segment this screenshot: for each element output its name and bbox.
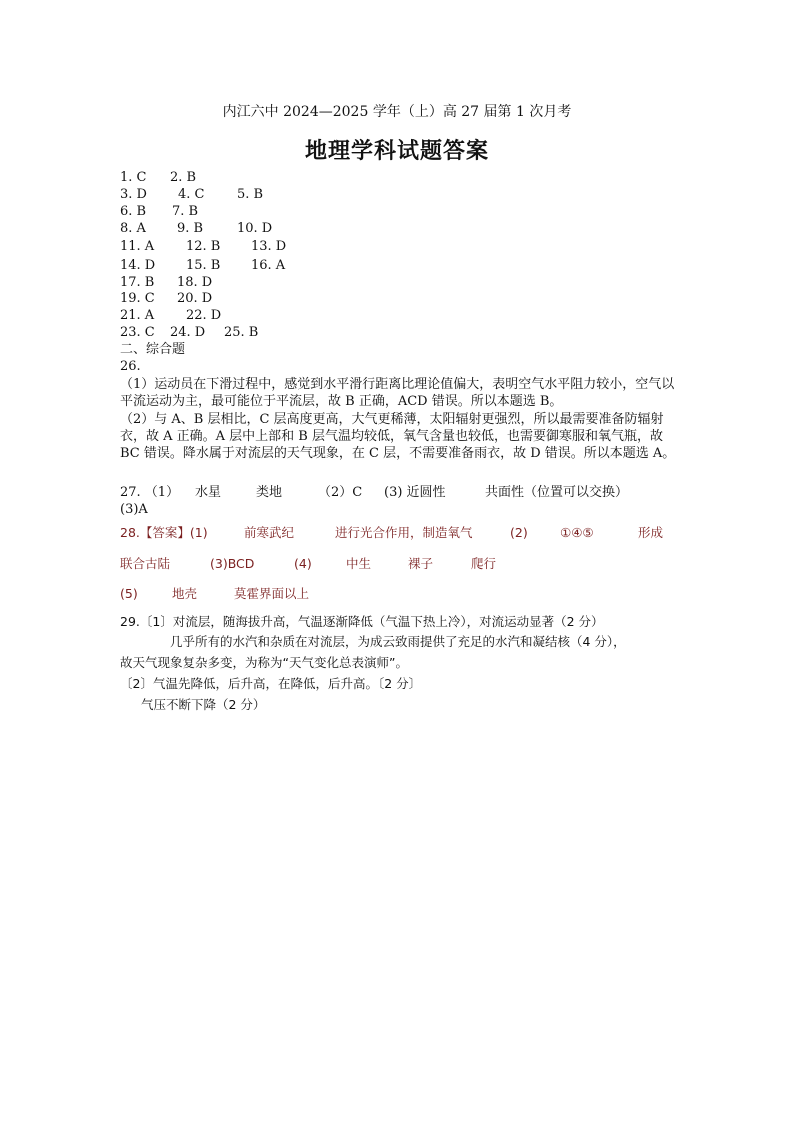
section-heading: 二、综合题 [120, 342, 186, 357]
choice-answer: 13. D [251, 239, 287, 254]
choice-answer: 21. A [120, 308, 155, 323]
choice-answer: 2. B [170, 170, 197, 185]
q28-part: (3)BCD [210, 556, 255, 571]
choice-answer: 25. B [224, 325, 259, 340]
q28-part: ①④⑤ [560, 525, 594, 540]
q27-answer-line2: (3)A [120, 502, 148, 517]
choice-answer: 7. B [172, 204, 199, 219]
q28-part: 裸子 [408, 556, 434, 571]
q28-part: 28.【答案】(1) [120, 525, 208, 540]
choice-answer: 8. A [120, 221, 146, 236]
choice-answer: 12. B [186, 239, 221, 254]
q28-part: 莫霍界面以上 [234, 586, 310, 601]
page-title: 地理学科试题答案 [304, 138, 489, 164]
q28-part: 前寒武纪 [244, 525, 295, 540]
choice-answer: 14. D [120, 258, 156, 273]
choice-answer: 18. D [177, 275, 213, 290]
q28-part: (5) [120, 586, 138, 601]
q26-answer-part2: （2）与 A、B 层相比，C 层高度更高，大气更稀薄，太阳辐射更强烈，所以最需要准备防辐射衣，故 A 正确。A 层中上部和 B 层气温均较低，氧气含量也较低，也需要御寒服和氧气瓶，故 BC 错误。降水属于对流层的天气现象，在 C 层，不需要准备雨衣，故 D 错误。所以本题选 A。 [120, 412, 676, 461]
q28-part: (4) [294, 556, 312, 571]
q29-line4: 〔2〕气温先降低，后升高，在降低，后升高。〔2 分〕 [120, 676, 422, 691]
q27-part: 类地 [256, 485, 283, 500]
choice-answer: 11. A [120, 239, 155, 254]
q27-part: 27. （1） [120, 485, 180, 500]
choice-answer: 6. B [120, 204, 147, 219]
q29-line2: 几乎所有的水汽和杂质在对流层，为成云致雨提供了充足的水汽和凝结核（4 分）， [170, 634, 626, 649]
choice-answer: 3. D [120, 187, 147, 202]
q29-line3: 故天气现象复杂多变，为称为“天气变化总表演师”。 [120, 655, 408, 670]
choice-answer: 16. A [251, 258, 286, 273]
q27-part: (3) 近圆性 [384, 485, 446, 500]
choice-answer: 19. C [120, 291, 155, 306]
q28-part: 进行光合作用，制造氧气 [335, 525, 473, 540]
q28-part: 形成 [638, 525, 664, 540]
q27-part: 水星 [195, 485, 222, 500]
question-number: 26. [120, 359, 141, 374]
q29-line1: 29.〔1〕对流层，随海拔升高，气温逐渐降低（气温下热上冷），对流运动显著（2 分） [120, 614, 604, 629]
q28-part: 联合古陆 [120, 556, 171, 571]
q29-line5: 气压不断下降（2 分） [141, 697, 266, 712]
choice-answer: 10. D [237, 221, 273, 236]
choice-answer: 22. D [186, 308, 222, 323]
q28-part: 地壳 [172, 586, 198, 601]
q27-part: 共面性（位置可以交换） [485, 485, 629, 500]
q28-part: (2) [510, 525, 528, 540]
q26-answer-part1: （1）运动员在下滑过程中，感觉到水平滑行距离比理论值偏大，表明空气水平阻力较小，空气以平流运动为主，最可能位于平流层，故 B 正确，ACD 错误。所以本题选 B。 [120, 377, 675, 409]
exam-subtitle: 内江六中 2024—2025 学年（上）高 27 届第 1 次月考 [222, 104, 572, 120]
choice-answer: 1. C [120, 170, 147, 185]
choice-answer: 9. B [177, 221, 204, 236]
choice-answer: 4. C [178, 187, 205, 202]
q27-part: （2）C [318, 485, 363, 500]
choice-answer: 23. C [120, 325, 155, 340]
choice-answer: 15. B [186, 258, 221, 273]
choice-answer: 24. D [170, 325, 206, 340]
choice-answer: 5. B [237, 187, 264, 202]
choice-answer: 20. D [177, 291, 213, 306]
choice-answer: 17. B [120, 275, 155, 290]
q28-part: 爬行 [471, 556, 497, 571]
q28-part: 中生 [346, 556, 372, 571]
